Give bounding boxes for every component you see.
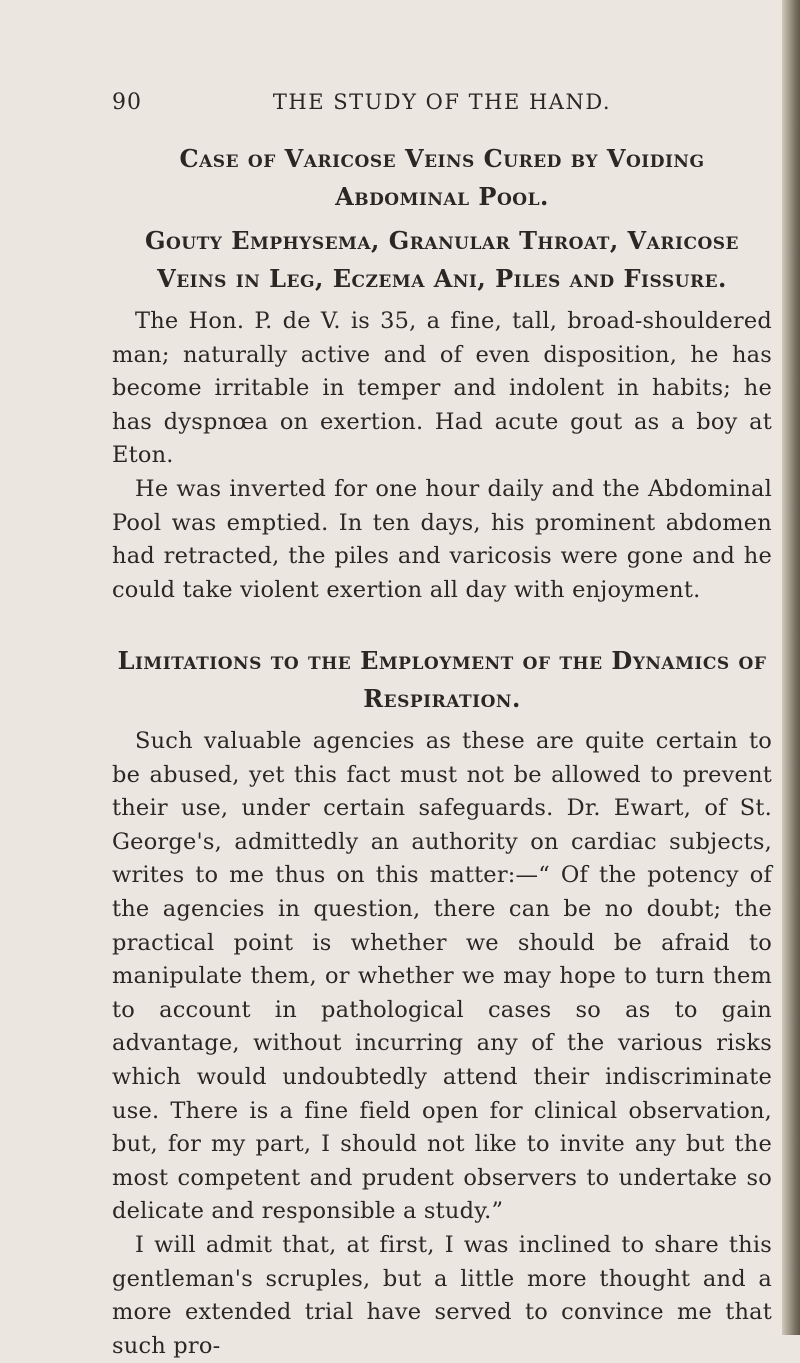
section-heading: Gouty Emphysema, Granular Throat, Varicose Veins in Leg, Eczema Ani, Piles and Fissure. [144, 226, 740, 293]
section-heading: Case of Varicose Veins Cured by Voiding Abdominal Pool. [179, 144, 705, 211]
paragraph: Such valuable agencies as these are quite certain to be abused, yet this fact must not be allowed to prevent their use, under certain safeguards. Dr. Ewart, of St. George's, admittedly an authority on cardiac subjects, writes to me thus on this matter:—“ Of the potency of the agencies in question, there can be no doubt; the practical point is whether we should be afraid to manipulate them, or whether we may hope to turn them to account in pathological cases so as to gain advantage, without incurring any of the various risks which would undoubtedly attend their indiscriminate use. There is a fine field open for clinical observation, but, for my part, I should not like to invite any but the most competent and prudent observers to undertake so delicate and responsible a study.” [112, 728, 772, 1225]
running-title: THE STUDY OF THE HAND. [272, 90, 612, 114]
running-head [112, 90, 772, 120]
paragraph: He was inverted for one hour daily and the Abdominal Pool was emptied. In ten days, his prominent abdomen had retracted, the piles and varicosis were gone and he could take violent exertion all day with enjoyment. [112, 475, 772, 603]
section-heading: Limitations to the Employment of the Dynamics of Respiration. [117, 646, 767, 713]
page-edge-shadow [782, 0, 800, 1335]
page-number: 90 [112, 90, 142, 115]
section-gouty-emphysema [112, 222, 772, 607]
paragraph: The Hon. P. de V. is 35, a fine, tall, broad-shouldered man; naturally active and of even disposition, he has become irritable in temper and indolent in habits; he has dyspnœa on exertion. Had acute gout as a boy at Eton. [112, 308, 772, 469]
paragraph: I will admit that, at first, I was inclined to share this gentleman's scruples, but a little more thought and a more extended trial have served to convince me that such pro- [112, 1231, 772, 1359]
section-varicose-cure [112, 140, 772, 216]
section-limitations [112, 642, 772, 1363]
